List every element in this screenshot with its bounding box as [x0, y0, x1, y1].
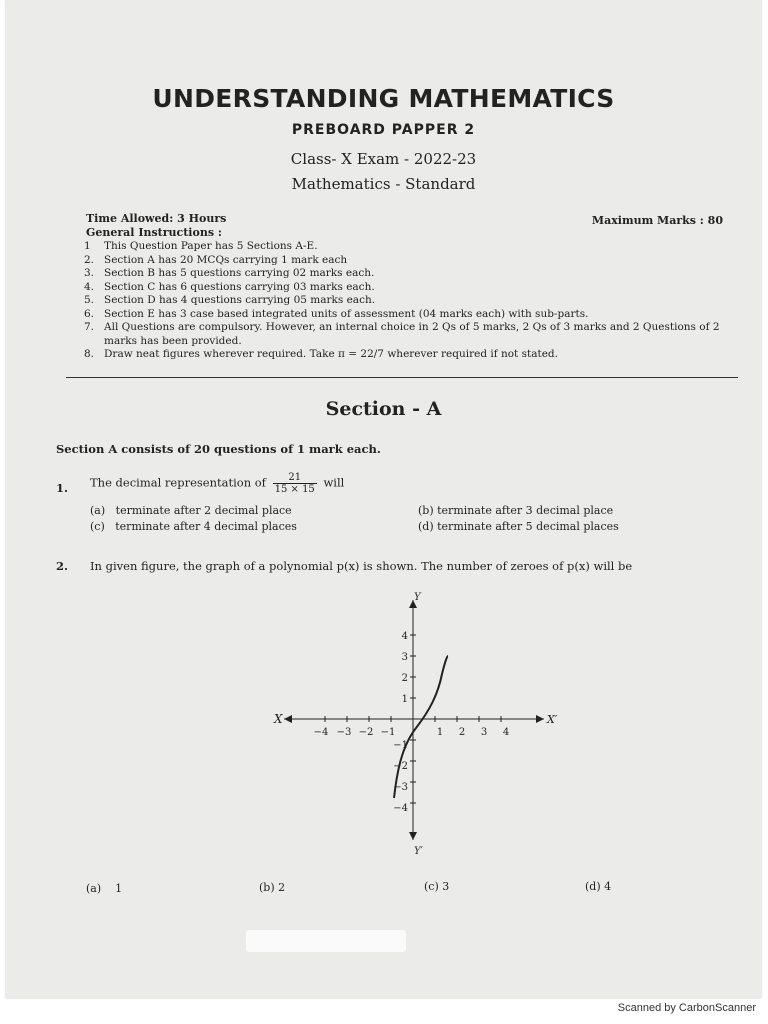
instructions-list: [84, 240, 749, 362]
section-heading: Section - A: [325, 398, 442, 420]
maximum-marks: Maximum Marks : 80: [591, 214, 723, 227]
x-pos-label: X′: [547, 713, 558, 726]
instruction-text: Section D has 4 questions carrying 05 marks each.: [104, 294, 376, 306]
option-text: 1: [115, 882, 123, 895]
option-label: (d): [418, 520, 434, 533]
x-tick-label: −4: [313, 727, 329, 738]
x-axis-arrow-left: [284, 715, 292, 723]
instruction-item: [84, 267, 749, 281]
option-text: terminate after 4 decimal places: [115, 520, 297, 533]
instruction-item: [84, 294, 749, 308]
paper-title: UNDERSTANDING MATHEMATICS: [152, 84, 615, 113]
x-tick-label: −2: [358, 727, 374, 738]
option-text: terminate after 5 decimal places: [437, 520, 619, 533]
y-tick-label: −1: [393, 740, 408, 751]
question-number: 1.: [56, 481, 69, 495]
polynomial-graph: [264, 586, 558, 857]
instruction-number: 2.: [84, 253, 95, 266]
question-text: In given figure, the graph of a polynomial p(x) is shown. The number of zeroes of p(x) will be: [90, 559, 633, 573]
instruction-number: 6.: [84, 307, 95, 320]
x-tick-label: 2: [458, 727, 466, 738]
q2-option-b: [259, 881, 285, 894]
option-text: 2: [278, 881, 286, 894]
instruction-number: 4.: [84, 280, 95, 293]
option-label: (a): [86, 882, 102, 895]
instruction-text: Section B has 5 questions carrying 02 marks each.: [104, 267, 375, 279]
q2-option-d: [585, 880, 611, 893]
x-tick-label: 4: [502, 727, 510, 738]
x-tick-label: 3: [480, 727, 488, 738]
x-tick-label: −1: [380, 727, 396, 738]
instruction-text: Section C has 6 questions carrying 03 marks each.: [104, 280, 375, 293]
instruction-item: [84, 321, 749, 348]
instruction-number: 7.: [84, 321, 95, 333]
q2-option-a: [86, 882, 122, 895]
instruction-number: 3.: [84, 267, 95, 279]
paper-subtitle: PREBOARD PAPPER 2: [291, 122, 476, 138]
fraction-numerator: 21: [273, 472, 317, 484]
instruction-text: Draw neat figures wherever required. Take π = 22/7 wherever required if not stated.: [104, 348, 558, 360]
y-tick-label: −2: [393, 761, 408, 772]
option-text: 4: [604, 880, 612, 893]
instruction-number: 8.: [84, 348, 95, 360]
exam-paper: [6, 0, 761, 998]
fraction-denominator: 15 × 15: [274, 484, 315, 495]
q2-option-c: [424, 880, 449, 893]
x-tick-label: 1: [436, 727, 444, 738]
question-number: 2.: [56, 559, 69, 573]
instructions-heading: General Instructions :: [86, 226, 222, 239]
instruction-number: 5.: [84, 294, 95, 306]
question-text: [90, 472, 344, 495]
option-text: terminate after 3 decimal place: [437, 504, 614, 517]
scanner-watermark: Scanned by CarbonScanner: [617, 1002, 756, 1014]
fraction: [273, 472, 317, 495]
y-pos-label: Y: [414, 592, 421, 603]
y-tick-label: −3: [393, 782, 408, 793]
option-c: [90, 520, 297, 533]
x-neg-label: X: [274, 712, 283, 726]
y-tick-label: −4: [393, 803, 408, 814]
instruction-text: This Question Paper has 5 Sections A-E.: [104, 240, 318, 252]
question-text-before: The decimal representation of: [90, 475, 266, 490]
divider-line: [66, 377, 738, 378]
instruction-text: Section A has 20 MCQs carrying 1 mark each: [104, 253, 348, 266]
instruction-item: [84, 281, 749, 295]
option-text: 3: [442, 880, 450, 893]
instruction-item: [84, 308, 749, 322]
x-tick-label: −3: [336, 727, 352, 738]
class-line: Class- X Exam - 2022-23: [290, 150, 477, 168]
section-subheading: Section A consists of 20 questions of 1 mark each.: [56, 442, 381, 456]
option-b: [418, 504, 613, 517]
option-label: (a): [90, 504, 106, 517]
instruction-item: [84, 254, 749, 268]
option-label: (b): [259, 881, 275, 894]
y-tick-label: 3: [401, 652, 408, 663]
subject-line: Mathematics - Standard: [291, 175, 476, 193]
instruction-item: [84, 348, 749, 362]
option-a: [90, 504, 292, 517]
instruction-number: 1: [84, 240, 91, 252]
time-allowed: Time Allowed: 3 Hours: [86, 212, 227, 225]
option-label: (c): [90, 520, 105, 533]
question-text-after: will: [323, 475, 345, 490]
option-label: (b): [418, 504, 434, 517]
y-axis-arrow-bottom: [409, 832, 417, 840]
redaction-patch: [246, 930, 406, 952]
option-label: (c): [424, 880, 439, 893]
option-text: terminate after 2 decimal place: [115, 504, 292, 517]
instruction-text: All Questions are compulsory. However, an internal choice in 2 Qs of 5 marks, 2 Qs of 3 marks and 2 Questions of 2 marks has been provided.: [104, 321, 720, 347]
instruction-item: [84, 240, 749, 254]
y-tick-label: 4: [401, 631, 408, 642]
x-axis-arrow-right: [536, 715, 544, 723]
option-d: [418, 520, 619, 533]
y-neg-label: Y′: [414, 846, 423, 857]
y-tick-label: 2: [401, 673, 408, 684]
y-tick-label: 1: [401, 694, 408, 705]
option-label: (d): [585, 880, 601, 893]
instruction-text: Section E has 3 case based integrated units of assessment (04 marks each) with sub-parts.: [104, 307, 589, 320]
